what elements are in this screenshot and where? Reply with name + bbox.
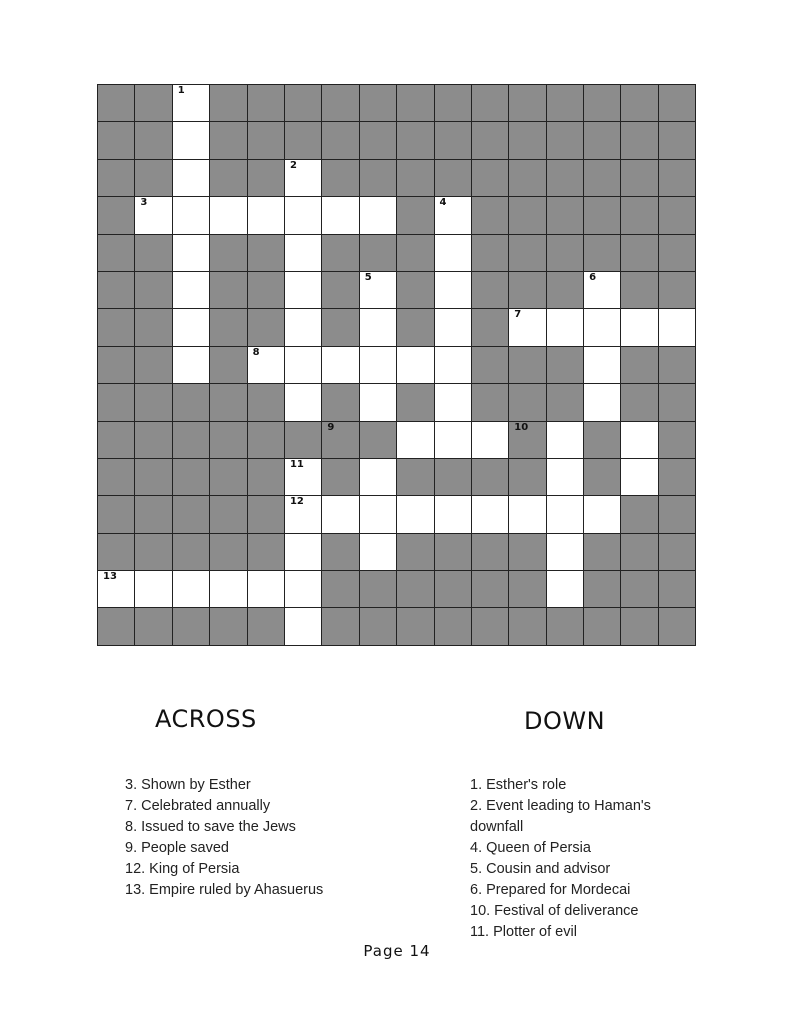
blocked-cell	[360, 122, 397, 159]
blocked-cell	[435, 571, 472, 608]
blocked-cell	[210, 122, 247, 159]
blocked-cell	[509, 459, 546, 496]
blocked-cell	[135, 608, 172, 645]
open-cell[interactable]	[435, 309, 472, 346]
open-cell[interactable]	[210, 197, 247, 234]
blocked-cell	[472, 459, 509, 496]
blocked-cell	[248, 459, 285, 496]
clue-number: 2	[289, 159, 297, 171]
clue-number: 5	[364, 271, 372, 283]
down-heading: DOWN	[524, 707, 606, 735]
clue-number: 1	[177, 85, 185, 96]
clue-number: 8	[252, 346, 260, 358]
open-cell[interactable]	[584, 309, 621, 346]
blocked-cell	[435, 608, 472, 645]
open-cell[interactable]	[659, 309, 696, 346]
blocked-cell	[659, 571, 696, 608]
open-cell[interactable]	[322, 496, 359, 533]
clue-number: 13	[103, 571, 117, 583]
blocked-cell	[210, 496, 247, 533]
blocked-cell	[248, 496, 285, 533]
open-cell[interactable]	[285, 608, 322, 645]
down-clue: 5. Cousin and advisor	[470, 861, 611, 877]
blocked-cell	[659, 496, 696, 533]
blocked-cell	[509, 272, 546, 309]
open-cell[interactable]	[509, 496, 546, 533]
blocked-cell	[173, 534, 210, 571]
blocked-cell	[248, 235, 285, 272]
blocked-cell	[659, 272, 696, 309]
down-clue: 10. Festival of deliverance	[470, 903, 639, 919]
blocked-cell	[584, 235, 621, 272]
blocked-cell	[210, 235, 247, 272]
open-cell[interactable]	[173, 197, 210, 234]
blocked-cell	[509, 571, 546, 608]
open-cell[interactable]	[135, 197, 172, 234]
open-cell[interactable]	[285, 384, 322, 421]
blocked-cell	[509, 85, 546, 122]
open-cell[interactable]	[584, 347, 621, 384]
across-clue: 12. King of Persia	[125, 861, 240, 877]
blocked-cell	[584, 160, 621, 197]
open-cell[interactable]	[472, 496, 509, 533]
blocked-cell	[98, 347, 135, 384]
blocked-cell	[659, 122, 696, 159]
blocked-cell	[210, 422, 247, 459]
blocked-cell	[322, 160, 359, 197]
crossword-grid	[97, 84, 696, 646]
down-clue: 4. Queen of Persia	[470, 840, 591, 856]
blocked-cell	[547, 384, 584, 421]
blocked-cell	[621, 85, 658, 122]
down-clue: 1. Esther's role	[470, 777, 567, 793]
blocked-cell	[584, 608, 621, 645]
blocked-cell	[98, 197, 135, 234]
blocked-cell	[472, 534, 509, 571]
blocked-cell	[98, 608, 135, 645]
open-cell[interactable]	[248, 571, 285, 608]
blocked-cell	[659, 197, 696, 234]
blocked-cell	[509, 384, 546, 421]
open-cell[interactable]	[435, 496, 472, 533]
blocked-cell	[135, 122, 172, 159]
blocked-cell	[584, 197, 621, 234]
blocked-cell	[547, 235, 584, 272]
blocked-cell	[621, 608, 658, 645]
clue-number: 6	[589, 271, 597, 283]
blocked-cell	[210, 160, 247, 197]
down-clue: 6. Prepared for Mordecai	[470, 882, 631, 898]
blocked-cell	[98, 534, 135, 571]
blocked-cell	[98, 422, 135, 459]
blocked-cell	[173, 459, 210, 496]
blocked-cell	[435, 534, 472, 571]
open-cell[interactable]	[173, 235, 210, 272]
open-cell[interactable]	[360, 272, 397, 309]
open-cell[interactable]	[397, 496, 434, 533]
blocked-cell	[547, 160, 584, 197]
open-cell[interactable]	[285, 347, 322, 384]
down-clue: 11. Plotter of evil	[470, 924, 577, 940]
blocked-cell	[285, 422, 322, 459]
blocked-cell	[472, 122, 509, 159]
blocked-cell	[621, 235, 658, 272]
across-clue-list	[125, 775, 385, 901]
blocked-cell	[210, 85, 247, 122]
open-cell[interactable]	[547, 571, 584, 608]
blocked-cell	[472, 235, 509, 272]
blocked-cell	[98, 160, 135, 197]
open-cell[interactable]	[360, 384, 397, 421]
blocked-cell	[248, 160, 285, 197]
blocked-cell	[98, 272, 135, 309]
blocked-cell	[248, 272, 285, 309]
open-cell[interactable]	[435, 235, 472, 272]
blocked-cell	[248, 422, 285, 459]
blocked-cell	[472, 272, 509, 309]
blocked-cell	[509, 197, 546, 234]
blocked-cell	[659, 235, 696, 272]
open-cell[interactable]	[397, 347, 434, 384]
blocked-cell	[397, 272, 434, 309]
blocked-cell	[472, 160, 509, 197]
blocked-cell	[322, 571, 359, 608]
blocked-cell	[360, 422, 397, 459]
blocked-cell	[397, 571, 434, 608]
blocked-cell	[360, 235, 397, 272]
blocked-cell	[435, 160, 472, 197]
open-cell[interactable]	[173, 347, 210, 384]
open-cell[interactable]	[621, 422, 658, 459]
blocked-cell	[248, 122, 285, 159]
blocked-cell	[135, 384, 172, 421]
blocked-cell	[322, 309, 359, 346]
blocked-cell	[360, 571, 397, 608]
blocked-cell	[322, 122, 359, 159]
blocked-cell	[210, 347, 247, 384]
blocked-cell	[621, 534, 658, 571]
blocked-cell	[397, 235, 434, 272]
blocked-cell	[509, 235, 546, 272]
blocked-cell	[322, 608, 359, 645]
open-cell[interactable]	[285, 272, 322, 309]
blocked-cell	[322, 272, 359, 309]
open-cell[interactable]	[285, 459, 322, 496]
open-cell[interactable]	[248, 197, 285, 234]
open-cell[interactable]	[547, 422, 584, 459]
blocked-cell	[173, 422, 210, 459]
across-clue: 8. Issued to save the Jews	[125, 819, 296, 835]
blocked-cell	[659, 160, 696, 197]
blocked-cell	[584, 422, 621, 459]
blocked-cell	[322, 85, 359, 122]
blocked-cell	[397, 309, 434, 346]
blocked-cell	[621, 347, 658, 384]
blocked-cell	[435, 459, 472, 496]
open-cell[interactable]	[509, 309, 546, 346]
blocked-cell	[360, 85, 397, 122]
blocked-cell	[397, 197, 434, 234]
blocked-cell	[659, 384, 696, 421]
open-cell[interactable]	[435, 422, 472, 459]
blocked-cell	[135, 85, 172, 122]
blocked-cell	[659, 459, 696, 496]
blocked-cell	[472, 571, 509, 608]
blocked-cell	[621, 160, 658, 197]
blocked-cell	[509, 534, 546, 571]
blocked-cell	[135, 272, 172, 309]
blocked-cell	[135, 534, 172, 571]
blocked-cell	[621, 197, 658, 234]
blocked-cell	[509, 608, 546, 645]
blocked-cell	[210, 608, 247, 645]
open-cell[interactable]	[210, 571, 247, 608]
blocked-cell	[472, 197, 509, 234]
open-cell[interactable]	[360, 459, 397, 496]
open-cell[interactable]	[285, 496, 322, 533]
blocked-cell	[621, 272, 658, 309]
blocked-cell	[435, 122, 472, 159]
blocked-cell	[397, 384, 434, 421]
open-cell[interactable]	[584, 496, 621, 533]
blocked-cell	[135, 235, 172, 272]
blocked-cell	[210, 384, 247, 421]
blocked-cell	[322, 235, 359, 272]
blocked-cell	[659, 534, 696, 571]
blocked-cell	[285, 122, 322, 159]
open-cell[interactable]	[360, 347, 397, 384]
blocked-cell	[584, 122, 621, 159]
blocked-cell	[397, 459, 434, 496]
blocked-cell	[210, 534, 247, 571]
open-cell[interactable]	[285, 197, 322, 234]
open-cell[interactable]	[173, 160, 210, 197]
blocked-cell	[98, 235, 135, 272]
blocked-cell	[397, 85, 434, 122]
clue-number: 9	[327, 421, 335, 433]
blocked-cell	[397, 608, 434, 645]
blocked-cell	[621, 122, 658, 159]
open-cell[interactable]	[322, 197, 359, 234]
open-cell[interactable]	[435, 197, 472, 234]
blocked-cell	[98, 496, 135, 533]
blocked-cell	[135, 496, 172, 533]
blocked-cell	[621, 571, 658, 608]
blocked-cell	[659, 85, 696, 122]
blocked-cell	[472, 384, 509, 421]
blocked-cell	[248, 608, 285, 645]
clue-number: 10	[514, 421, 529, 433]
blocked-cell	[547, 122, 584, 159]
open-cell[interactable]	[547, 534, 584, 571]
blocked-cell	[509, 122, 546, 159]
blocked-cell	[472, 85, 509, 122]
open-cell[interactable]	[360, 534, 397, 571]
blocked-cell	[210, 459, 247, 496]
blocked-cell	[135, 459, 172, 496]
open-cell[interactable]	[285, 534, 322, 571]
blocked-cell	[509, 422, 546, 459]
blocked-cell	[322, 384, 359, 421]
blocked-cell	[135, 309, 172, 346]
blocked-cell	[509, 160, 546, 197]
blocked-cell	[621, 384, 658, 421]
blocked-cell	[98, 459, 135, 496]
open-cell[interactable]	[285, 235, 322, 272]
blocked-cell	[360, 160, 397, 197]
open-cell[interactable]	[285, 571, 322, 608]
open-cell[interactable]	[360, 197, 397, 234]
blocked-cell	[173, 496, 210, 533]
blocked-cell	[173, 384, 210, 421]
blocked-cell	[584, 571, 621, 608]
blocked-cell	[397, 160, 434, 197]
open-cell[interactable]	[547, 496, 584, 533]
blocked-cell	[435, 85, 472, 122]
open-cell[interactable]	[285, 160, 322, 197]
down-clue: 2. Event leading to Haman's downfall	[470, 798, 651, 835]
blocked-cell	[98, 122, 135, 159]
open-cell[interactable]	[173, 309, 210, 346]
clue-number: 7	[514, 309, 522, 321]
open-cell[interactable]	[135, 571, 172, 608]
open-cell[interactable]	[173, 85, 210, 122]
blocked-cell	[509, 347, 546, 384]
clue-number: 4	[439, 197, 447, 209]
blocked-cell	[472, 347, 509, 384]
open-cell[interactable]	[547, 309, 584, 346]
open-cell[interactable]	[584, 384, 621, 421]
clue-number: 11	[289, 458, 304, 470]
blocked-cell	[98, 309, 135, 346]
blocked-cell	[472, 608, 509, 645]
clue-number: 3	[140, 197, 148, 209]
blocked-cell	[547, 85, 584, 122]
blocked-cell	[547, 347, 584, 384]
blocked-cell	[659, 347, 696, 384]
open-cell[interactable]	[472, 422, 509, 459]
open-cell[interactable]	[173, 272, 210, 309]
open-cell[interactable]	[322, 347, 359, 384]
across-clue: 7. Celebrated annually	[125, 798, 271, 814]
blocked-cell	[584, 534, 621, 571]
open-cell[interactable]	[98, 571, 135, 608]
blocked-cell	[98, 85, 135, 122]
blocked-cell	[135, 347, 172, 384]
open-cell[interactable]	[248, 347, 285, 384]
blocked-cell	[322, 459, 359, 496]
blocked-cell	[285, 85, 322, 122]
blocked-cell	[248, 384, 285, 421]
open-cell[interactable]	[360, 309, 397, 346]
blocked-cell	[360, 608, 397, 645]
across-clue: 9. People saved	[125, 840, 229, 856]
open-cell[interactable]	[435, 347, 472, 384]
blocked-cell	[248, 309, 285, 346]
blocked-cell	[621, 496, 658, 533]
blocked-cell	[397, 534, 434, 571]
blocked-cell	[547, 608, 584, 645]
clue-number: 12	[289, 496, 304, 508]
down-clue-list	[470, 775, 670, 943]
blocked-cell	[98, 384, 135, 421]
open-cell[interactable]	[173, 122, 210, 159]
blocked-cell	[210, 309, 247, 346]
blocked-cell	[547, 272, 584, 309]
blocked-cell	[248, 85, 285, 122]
open-cell[interactable]	[621, 309, 658, 346]
across-heading: ACROSS	[155, 705, 257, 733]
blocked-cell	[472, 309, 509, 346]
open-cell[interactable]	[435, 384, 472, 421]
blocked-cell	[135, 422, 172, 459]
open-cell[interactable]	[435, 272, 472, 309]
blocked-cell	[659, 608, 696, 645]
blocked-cell	[173, 608, 210, 645]
open-cell[interactable]	[397, 422, 434, 459]
blocked-cell	[135, 160, 172, 197]
open-cell[interactable]	[173, 571, 210, 608]
blocked-cell	[584, 85, 621, 122]
open-cell[interactable]	[360, 496, 397, 533]
blocked-cell	[210, 272, 247, 309]
page-number: Page 14	[363, 942, 431, 960]
open-cell[interactable]	[584, 272, 621, 309]
open-cell[interactable]	[621, 459, 658, 496]
blocked-cell	[322, 422, 359, 459]
across-clue: 13. Empire ruled by Ahasuerus	[125, 882, 324, 898]
blocked-cell	[322, 534, 359, 571]
blocked-cell	[659, 422, 696, 459]
across-clue: 3. Shown by Esther	[125, 777, 251, 793]
blocked-cell	[397, 122, 434, 159]
open-cell[interactable]	[547, 459, 584, 496]
blocked-cell	[584, 459, 621, 496]
blocked-cell	[547, 197, 584, 234]
blocked-cell	[248, 534, 285, 571]
open-cell[interactable]	[285, 309, 322, 346]
